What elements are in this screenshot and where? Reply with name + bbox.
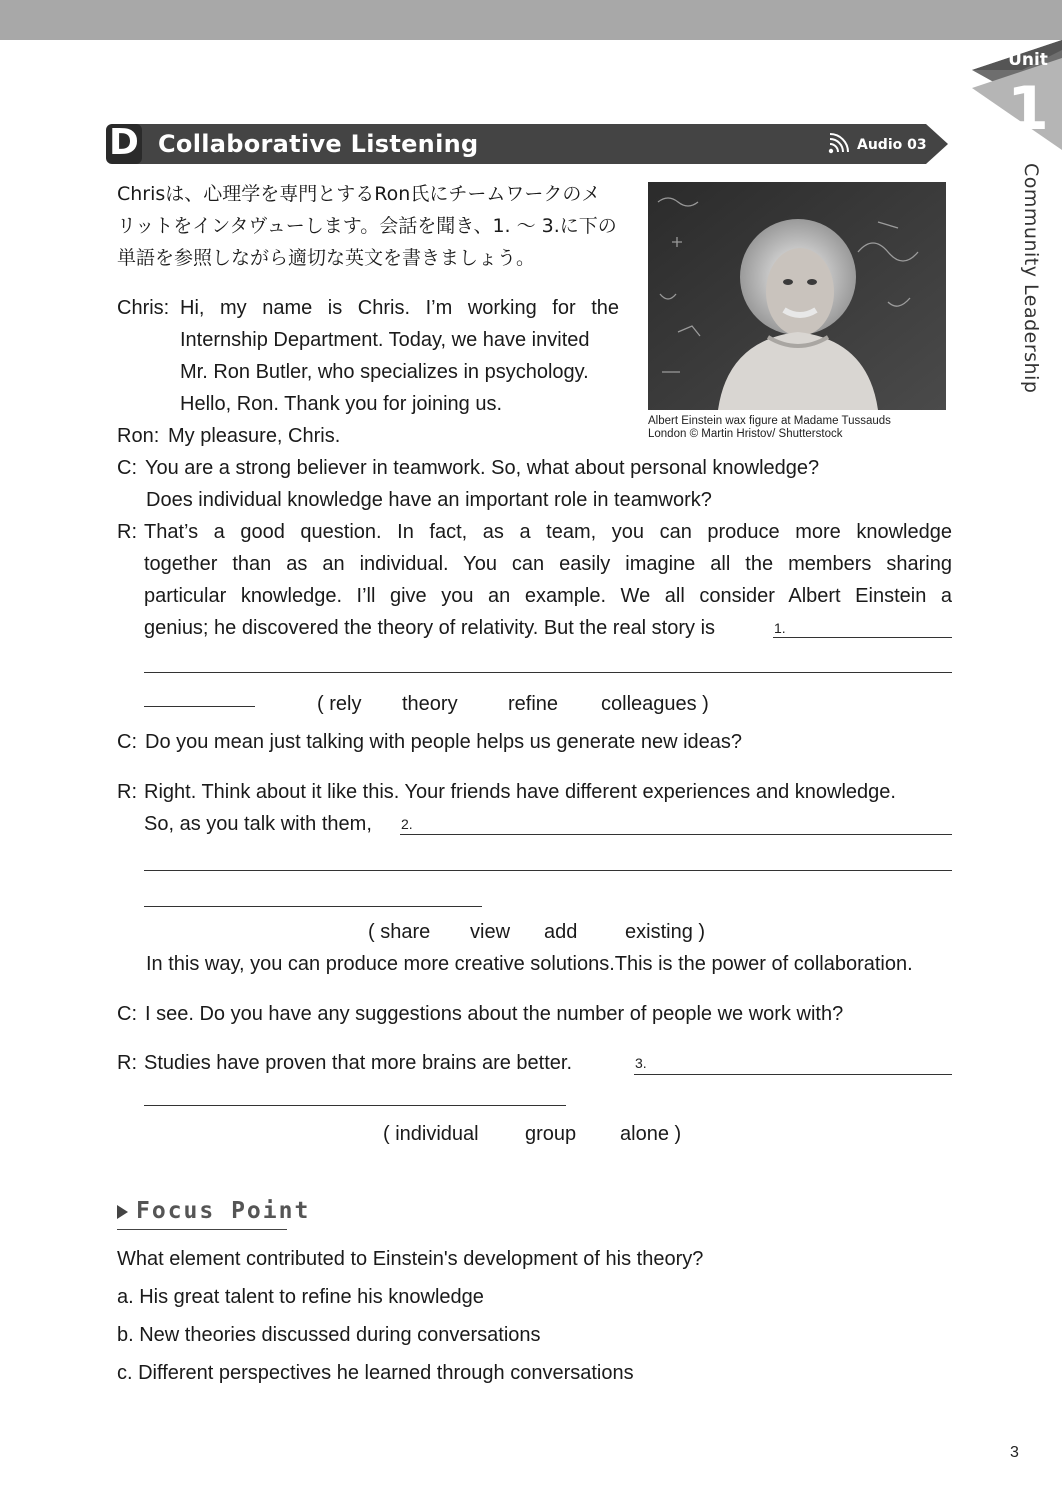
dialogue-line: So, as you talk with them, <box>144 813 372 835</box>
hint-word: group <box>525 1123 577 1145</box>
hint-word: ( rely <box>317 693 362 715</box>
answer-blank-1[interactable] <box>773 637 952 638</box>
focus-option[interactable]: a. His great talent to refine his knowledge <box>117 1286 484 1308</box>
dialogue-line: Do you mean just talking with people helps us generate new ideas? <box>145 731 743 753</box>
blank-number: 1. <box>774 620 786 636</box>
hint-word: ( share <box>368 921 431 943</box>
answer-blank-3[interactable] <box>634 1074 952 1075</box>
einstein-photo <box>648 182 946 410</box>
instruction-line: Chrisは、心理学を専門とするRon氏にチームワークのメ <box>117 183 601 205</box>
photo-caption-line: London © Martin Hristov/ Shutterstock <box>648 428 843 440</box>
focus-question: What element contributed to Einstein's development of his theory? <box>117 1248 704 1270</box>
dialogue-line: Internship Department. Today, we have invited <box>180 329 590 351</box>
answer-blank-2[interactable] <box>144 906 482 907</box>
unit-number: 1 <box>1007 74 1049 144</box>
dialogue-line: Studies have proven that more brains are better. <box>144 1052 573 1074</box>
audio-waves-icon <box>828 132 852 159</box>
dialogue-line: particular knowledge. I’ll give you an example. We all consider Albert Einstein a <box>144 585 952 607</box>
dialogue-line: together than as an individual. You can easily imagine all the members sharing <box>144 553 952 575</box>
answer-blank-2[interactable] <box>144 870 952 871</box>
dialogue-line: Mr. Ron Butler, who specializes in psychology. <box>180 361 589 383</box>
dialogue-line: I see. Do you have any suggestions about the number of people we work with? <box>145 1003 844 1025</box>
hint-word: refine <box>508 693 559 715</box>
page-number: 3 <box>1010 1444 1019 1461</box>
dialogue-line: Hello, Ron. Thank you for joining us. <box>180 393 503 415</box>
hint-word: existing ) <box>625 921 706 943</box>
focus-point-arrow-icon <box>117 1205 129 1224</box>
hint-word: colleagues ) <box>601 693 709 715</box>
word-hints <box>0 1120 1062 1148</box>
answer-blank-3[interactable] <box>144 1105 566 1106</box>
instruction-line: 単語を参照しながら適切な英文を書きましょう。 <box>117 247 536 269</box>
photo-caption-line: Albert Einstein wax figure at Madame Tussauds <box>648 415 891 427</box>
speaker-label: R: <box>117 521 137 543</box>
unit-title: Community Leadership <box>1020 163 1042 394</box>
focus-option[interactable]: c. Different perspectives he learned through conversations <box>117 1362 634 1384</box>
speaker-label: C: <box>117 457 137 479</box>
word-hints <box>0 918 1062 946</box>
speaker-label: Ron: <box>117 425 160 447</box>
audio-label: Audio 03 <box>857 137 927 153</box>
speaker-label: R: <box>117 781 137 803</box>
hint-word: theory <box>402 693 458 715</box>
blank-number: 3. <box>635 1055 647 1071</box>
dialogue-line: You are a strong believer in teamwork. So, what about personal knowledge? <box>145 457 820 479</box>
dialogue-line: Does individual knowledge have an important role in teamwork? <box>146 489 712 511</box>
hint-word: view <box>470 921 511 943</box>
instruction-line: リットをインタヴューします。会話を聞き、1. ～ 3.に下の <box>117 215 617 237</box>
answer-blank-2[interactable] <box>400 834 952 835</box>
focus-point-title: Focus Point <box>136 1198 311 1224</box>
speaker-label: C: <box>117 1003 137 1025</box>
audio-button[interactable] <box>828 133 927 157</box>
focus-point-underline <box>117 1229 287 1230</box>
hint-word: add <box>544 921 578 943</box>
top-band <box>0 0 1062 40</box>
blank-number: 2. <box>401 816 413 832</box>
speaker-label: Chris: <box>117 297 170 319</box>
dialogue-line: In this way, you can produce more creative solutions.This is the power of collaboration. <box>146 953 913 975</box>
dialogue-line: Right. Think about it like this. Your friends have different experiences and knowledge. <box>144 781 896 803</box>
speaker-label: C: <box>117 731 137 753</box>
word-hints <box>0 690 1062 718</box>
dialogue-line: genius; he discovered the theory of relativity. But the real story is <box>144 617 716 639</box>
focus-option[interactable]: b. New theories discussed during conversations <box>117 1324 541 1346</box>
section-letter: D <box>109 122 139 163</box>
hint-word: alone ) <box>620 1123 682 1145</box>
unit-label: Unit <box>1008 50 1048 70</box>
answer-blank-1[interactable] <box>144 672 952 673</box>
speaker-label: R: <box>117 1052 137 1074</box>
hint-word: ( individual <box>383 1123 479 1145</box>
section-title: Collaborative Listening <box>158 130 479 158</box>
dialogue-line: Hi, my name is Chris. I’m working for the <box>180 297 619 319</box>
dialogue-line: That’s a good question. In fact, as a team, you can produce more knowledge <box>144 521 952 543</box>
dialogue-line: My pleasure, Chris. <box>168 425 341 447</box>
